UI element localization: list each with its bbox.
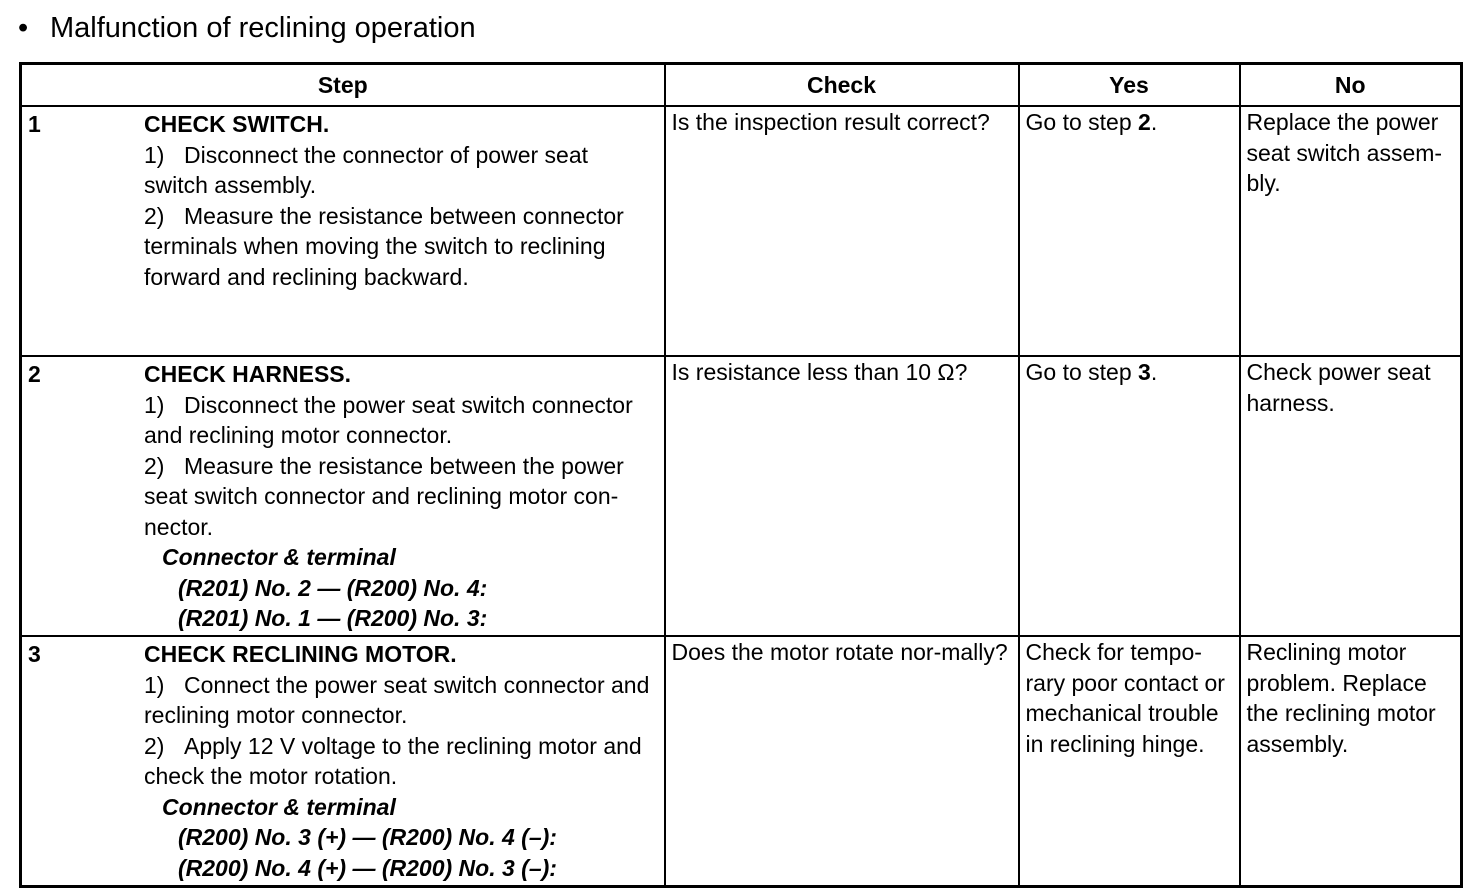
header-check: Check (665, 64, 1019, 107)
step-instruction: 2) Measure the resistance between the power seat switch connector and reclining motor con-nector. (144, 452, 624, 540)
table-row (21, 106, 1462, 356)
header-yes: Yes (1019, 64, 1240, 107)
step-instruction: 1) Disconnect the connector of power seat switch assembly. (144, 141, 589, 198)
no-cell: Check power seat harness. (1240, 356, 1462, 636)
step-title: CHECK SWITCH. (144, 111, 330, 137)
header-step: Step (21, 64, 665, 107)
yes-cell: Check for tempo-rary poor contact or mechanical trouble in reclining hinge. (1019, 636, 1240, 886)
no-cell: Reclining motor problem. Replace the reclining motor assembly. (1240, 636, 1462, 886)
connector-terminal-label: Connector & terminal (162, 544, 396, 570)
step-number: 2 (28, 361, 41, 387)
header-no: No (1240, 64, 1462, 107)
table-row (21, 636, 1462, 886)
diagnostic-table (19, 62, 1463, 888)
step-cell (21, 636, 665, 886)
check-cell: Is resistance less than 10 Ω? (665, 356, 1019, 636)
no-cell: Replace the power seat switch assem-bly. (1240, 106, 1462, 356)
heading-text: Malfunction of reclining operation (50, 12, 476, 44)
yes-cell: Go to step 2. (1019, 106, 1240, 356)
step-instruction: 2) Measure the resistance between connector terminals when moving the switch to reclining forward and reclining backward. (144, 202, 624, 290)
step-cell (21, 106, 665, 356)
connector-terminal-spec: (R201) No. 1 — (R200) No. 3: (178, 605, 488, 631)
step-title: CHECK HARNESS. (144, 361, 352, 387)
step-instruction: 2) Apply 12 V voltage to the reclining motor and check the motor rotation. (144, 732, 642, 789)
step-number: 1 (28, 111, 41, 137)
step-instruction: 1) Connect the power seat switch connector and reclining motor connector. (144, 671, 650, 728)
yes-cell: Go to step 3. (1019, 356, 1240, 636)
connector-terminal-spec: (R201) No. 2 — (R200) No. 4: (178, 574, 488, 601)
check-cell: Is the inspection result correct? (665, 106, 1019, 356)
connector-terminal-spec: (R200) No. 3 (+) — (R200) No. 4 (–): (178, 824, 557, 850)
step-cell (21, 356, 665, 636)
table-header-row (21, 64, 1462, 107)
bullet-icon: • (18, 12, 29, 44)
step-instruction: 1) Disconnect the power seat switch connector and reclining motor connector. (144, 391, 633, 448)
step-title: CHECK RECLINING MOTOR. (144, 641, 457, 667)
step-number: 3 (28, 641, 41, 667)
connector-terminal-spec: (R200) No. 4 (+) — (R200) No. 3 (–): (178, 854, 557, 881)
section-heading (18, 10, 476, 46)
check-cell: Does the motor rotate nor-mally? (665, 636, 1019, 886)
table-row (21, 356, 1462, 636)
connector-terminal-label: Connector & terminal (162, 793, 396, 820)
